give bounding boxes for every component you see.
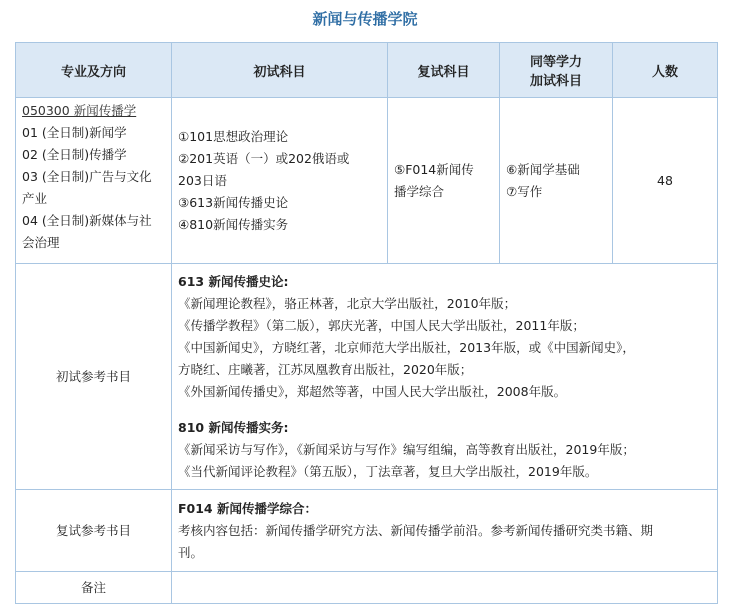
reference-line: 《外国新闻传播史》，郑超然等著，中国人民大学出版社，2008年版。 bbox=[178, 383, 567, 399]
prelim-refs-sec2-title: 810 新闻传播实务: bbox=[178, 419, 289, 435]
direction-item: 02 (全日制)传播学 bbox=[22, 147, 127, 162]
header-row bbox=[16, 43, 718, 98]
header-prelim: 初试科目 bbox=[172, 43, 388, 98]
retest-subjects-cell bbox=[388, 98, 500, 264]
retest-refs-content bbox=[172, 490, 718, 572]
header-extra bbox=[500, 43, 613, 98]
reference-line: 方晓红、庄曦著，江苏凤凰教育出版社，2020年版； bbox=[178, 361, 473, 377]
prelim-refs-sec1-title: 613 新闻传播史论: bbox=[178, 273, 289, 289]
reference-line: 《新闻理论教程》，骆正林著，北京大学出版社，2010年版； bbox=[178, 295, 517, 311]
prelim-refs-row bbox=[16, 264, 718, 490]
retest-refs-row bbox=[16, 490, 718, 572]
header-count: 人数 bbox=[613, 43, 718, 98]
extra-subjects-cell bbox=[500, 98, 613, 264]
count-cell: 48 bbox=[613, 98, 718, 264]
direction-item: 04 (全日制)新媒体与社 bbox=[22, 213, 152, 228]
reference-line: 《当代新闻评论教程》（第五版），丁法章著，复旦大学出版社，2019年版。 bbox=[178, 463, 598, 479]
direction-item: 会治理 bbox=[22, 235, 60, 250]
header-retest: 复试科目 bbox=[388, 43, 500, 98]
extra-subject: ⑦写作 bbox=[506, 183, 543, 199]
major-code: 050300 新闻传播学 bbox=[22, 103, 137, 118]
reference-line: 考核内容包括：新闻传播学研究方法、新闻传播学前沿。参考新闻传播研究类书籍、期 bbox=[178, 522, 654, 538]
prelim-refs-content bbox=[172, 264, 718, 490]
program-row bbox=[16, 98, 718, 264]
reference-line: 刊。 bbox=[178, 544, 204, 560]
header-extra-line2: 加试科目 bbox=[529, 74, 582, 89]
prelim-subject: ①101思想政治理论 bbox=[178, 128, 289, 144]
prelim-subject: ②201英语（一）或202俄语或 bbox=[178, 150, 350, 166]
retest-subject: 播学综合 bbox=[394, 183, 445, 199]
header-major: 专业及方向 bbox=[16, 43, 172, 98]
retest-refs-title: F014 新闻传播学综合： bbox=[178, 500, 317, 516]
reference-line: 《新闻采访与写作》，《新闻采访与写作》编写组编，高等教育出版社，2019年版； bbox=[178, 441, 635, 457]
notes-row bbox=[16, 572, 718, 604]
major-cell bbox=[16, 98, 172, 264]
prelim-subjects-cell bbox=[172, 98, 388, 264]
prelim-refs-label: 初试参考书目 bbox=[16, 264, 172, 490]
reference-line: 《中国新闻史》，方晓红著，北京师范大学出版社，2013年版，或《中国新闻史》， bbox=[178, 339, 635, 355]
admission-table bbox=[15, 42, 718, 604]
prelim-subject: ③613新闻传播史论 bbox=[178, 194, 289, 210]
header-extra-line1: 同等学力 bbox=[529, 55, 582, 70]
reference-line: 《传播学教程》（第二版），郭庆光著，中国人民大学出版社，2011年版； bbox=[178, 317, 585, 333]
retest-subject: ⑤F014新闻传 bbox=[394, 161, 474, 177]
notes-value bbox=[172, 572, 718, 604]
direction-item: 产业 bbox=[22, 191, 48, 206]
notes-label: 备注 bbox=[16, 572, 172, 604]
section-spacer bbox=[178, 403, 711, 417]
prelim-subject: 203日语 bbox=[178, 172, 227, 188]
direction-item: 01 (全日制)新闻学 bbox=[22, 125, 127, 140]
extra-subject: ⑥新闻学基础 bbox=[506, 161, 580, 177]
page-title: 新闻与传播学院 bbox=[312, 10, 418, 28]
prelim-subject: ④810新闻传播实务 bbox=[178, 216, 289, 232]
retest-refs-label: 复试参考书目 bbox=[16, 490, 172, 572]
direction-item: 03 (全日制)广告与文化 bbox=[22, 169, 152, 184]
